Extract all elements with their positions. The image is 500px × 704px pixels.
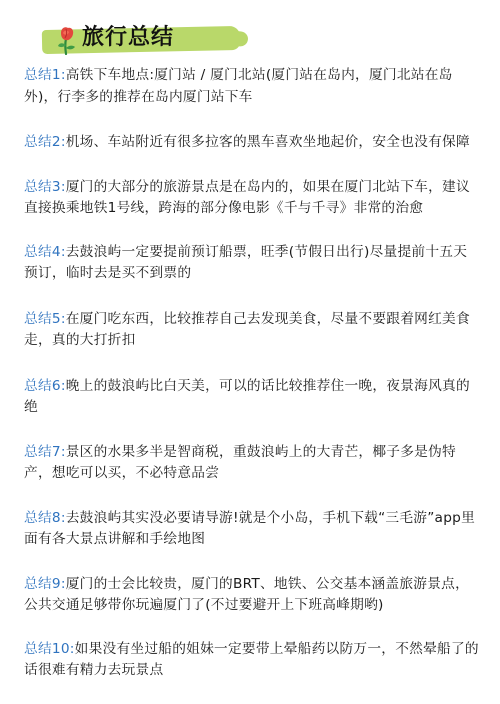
summary-item (24, 177, 480, 220)
summary-text: 厦门的大部分的旅游景点是在岛内的，如果在厦门北站下车，建议直接换乘地铁1号线，跨海的部分像电影《千与千寻》非常的治愈 (24, 178, 470, 216)
summary-label: 总结2: (24, 134, 66, 150)
summary-text: 高铁下车地点:厦门站 / 厦门北站(厦门站在岛内，厦门北站在岛外)，行李多的推荐在岛内厦门站下车 (24, 67, 453, 105)
summary-text: 景区的水果多半是智商税，重鼓浪屿上的大青芒，椰子多是伪特产，想吃可以买，不必特意品尝 (24, 443, 456, 481)
summary-item (24, 639, 480, 682)
summary-label: 总结3: (24, 178, 66, 195)
summary-item (24, 376, 480, 419)
summary-item (24, 242, 480, 285)
summary-text: 去鼓浪屿其实没必要请导游!就是个小岛，手机下载“三毛游”app里面有各大景点讲解和手绘地图 (24, 509, 476, 547)
summary-item (24, 442, 480, 485)
summary-text: 机场、车站附近有很多拉客的黑车喜欢坐地起价，安全也没有保障 (65, 134, 470, 150)
summary-label: 总结8: (24, 509, 66, 526)
rose-icon (55, 25, 77, 55)
summary-label: 总结6: (24, 377, 66, 394)
page-title: 旅行总结 (82, 25, 175, 50)
title-banner (24, 0, 478, 70)
summary-text: 去鼓浪屿一定要提前预订船票，旺季(节假日出行)尽量提前十五天预订，临时去是买不到票的 (24, 243, 468, 281)
summary-list (24, 65, 480, 704)
summary-item (24, 574, 480, 617)
summary-label: 总结7: (24, 443, 66, 460)
summary-text: 在厦门吃东西，比较推荐自己去发现美食，尽量不要跟着网红美食走，真的大打折扣 (24, 310, 470, 348)
summary-text: 如果没有坐过船的姐妹一定要带上晕船药以防万一，不然晕船了的话很难有精力去玩景点 (24, 640, 479, 678)
summary-label: 总结9: (24, 575, 66, 592)
summary-text: 晚上的鼓浪屿比白天美，可以的话比较推荐住一晚，夜景海风真的绝 (24, 377, 470, 415)
summary-label: 总结10: (24, 640, 75, 657)
summary-text: 厦门的士会比较贵，厦门的BRT、地铁、公交基本涵盖旅游景点，公共交通足够带你玩遍厦门了(不过要避开上下班高峰期哟) (24, 575, 470, 613)
summary-item (24, 65, 480, 108)
summary-label: 总结1: (24, 67, 66, 83)
summary-item (24, 309, 480, 352)
summary-label: 总结4: (24, 243, 66, 260)
summary-item (24, 508, 480, 551)
summary-item (24, 132, 480, 154)
summary-label: 总结5: (24, 310, 66, 327)
